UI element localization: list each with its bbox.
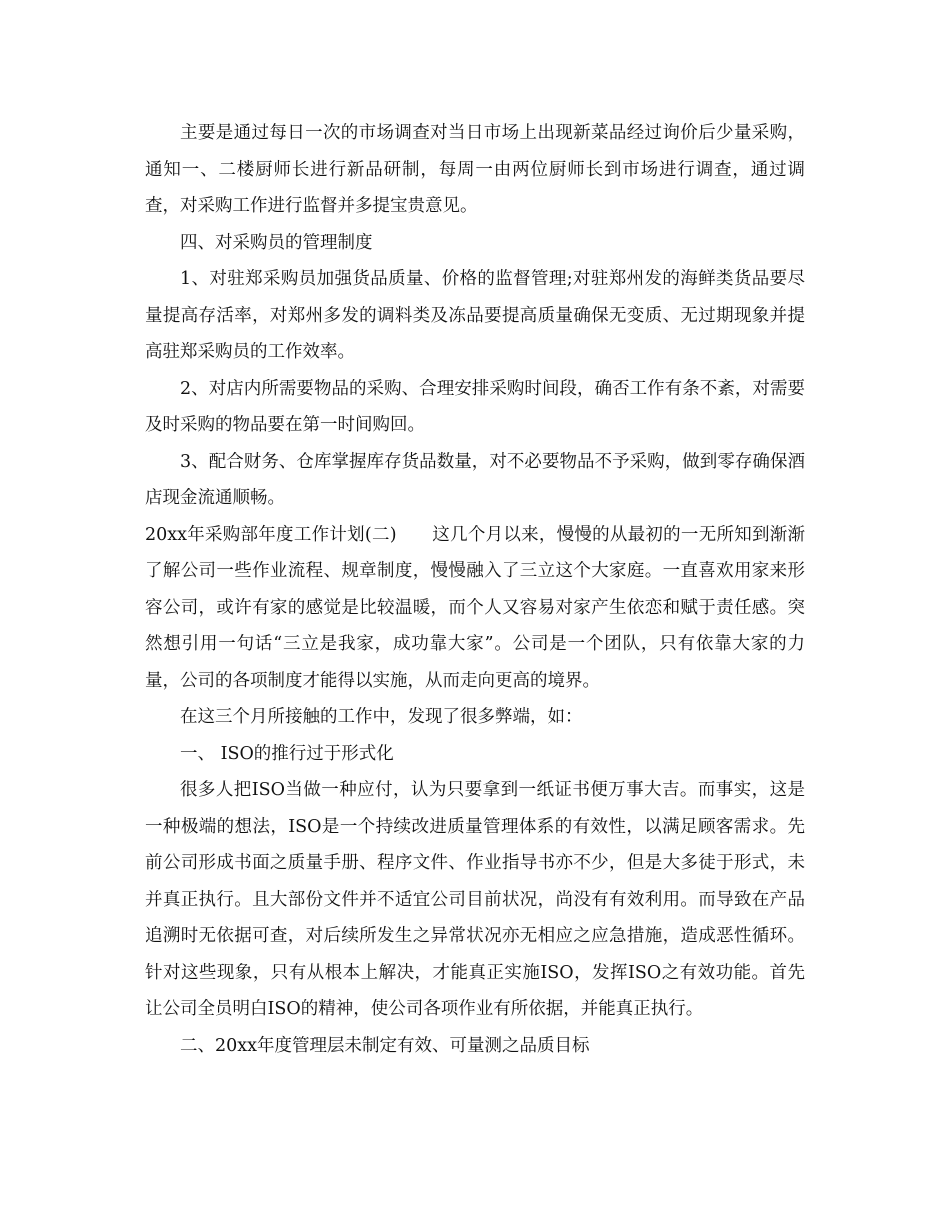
- paragraph-drawbacks-intro: 在这三个月所接触的工作中，发现了很多弊端，如：: [180, 707, 583, 727]
- document-body: [145, 115, 805, 1064]
- paragraph-item-2: 2、对店内所需要物品的采购、合理安排采购时间段，确否工作有条不紊，对需要及时采购的物品要在第一时间购回。: [145, 378, 805, 435]
- paragraph-iso-details: 很多人把ISO当做一种应付，认为只要拿到一纸证书便万事大吉。而事实，这是一种极端的想法，ISO是一个持续改进质量管理体系的有效性，以满足顾客需求。先前公司形成书面之质量手册、程序文件、作业指导书亦不少，但是大多徒于形式，未并真正执行。且大部份文件并不适宜公司目前状况，尚没有有效利用。而导致在产品追溯时无依据可查，对后续所发生之异常状况亦无相应之应急措施，造成恶性循环。针对这些现象，只有从根本上解决，才能真正实施ISO，发挥ISO之有效功能。首先让公司全员明白ISO的精神，使公司各项作业有所依据，并能真正执行。: [145, 780, 805, 1019]
- paragraph-market-survey: 主要是通过每日一次的市场调查对当日市场上出现新菜品经过询价后少量采购，通知一、二楼厨师长进行新品研制，每周一由两位厨师长到市场进行调查，通过调查，对采购工作进行监督并多提宝贵意见。: [145, 123, 805, 216]
- paragraph-item-3: 3、配合财务、仓库掌握库存货品数量，对不必要物品不予采购，做到零存确保酒店现金流通顺畅。: [145, 451, 805, 508]
- heading-quality-targets: 二、20xx年度管理层未制定有效、可量测之品质目标: [180, 1035, 590, 1056]
- paragraph-plan-two: 20xx年采购部年度工作计划(二) 这几个月以来，慢慢的从最初的一无所知到渐渐了解公司一些作业流程、规章制度，慢慢融入了三立这个大家庭。一直喜欢用家来形容公司，或许有家的感觉是比较温暖，而个人又容易对家产生依恋和赋于责任感。突然想引用一句话“三立是我家，成功靠大家”。公司是一个团队，只有依靠大家的力量，公司的各项制度才能得以实施，从而走向更高的境界。: [145, 524, 805, 691]
- paragraph-item-1: 1、对驻郑采购员加强货品质量、价格的监督管理;对驻郑州发的海鲜类货品要尽量提高存活率，对郑州多发的调料类及冻品要提高质量确保无变质、无过期现象并提高驻郑采购员的工作效率。: [145, 269, 805, 362]
- heading-buyer-management: 四、对采购员的管理制度: [180, 232, 373, 253]
- heading-iso-formalism: 一、 ISO的推行过于形式化: [180, 743, 394, 764]
